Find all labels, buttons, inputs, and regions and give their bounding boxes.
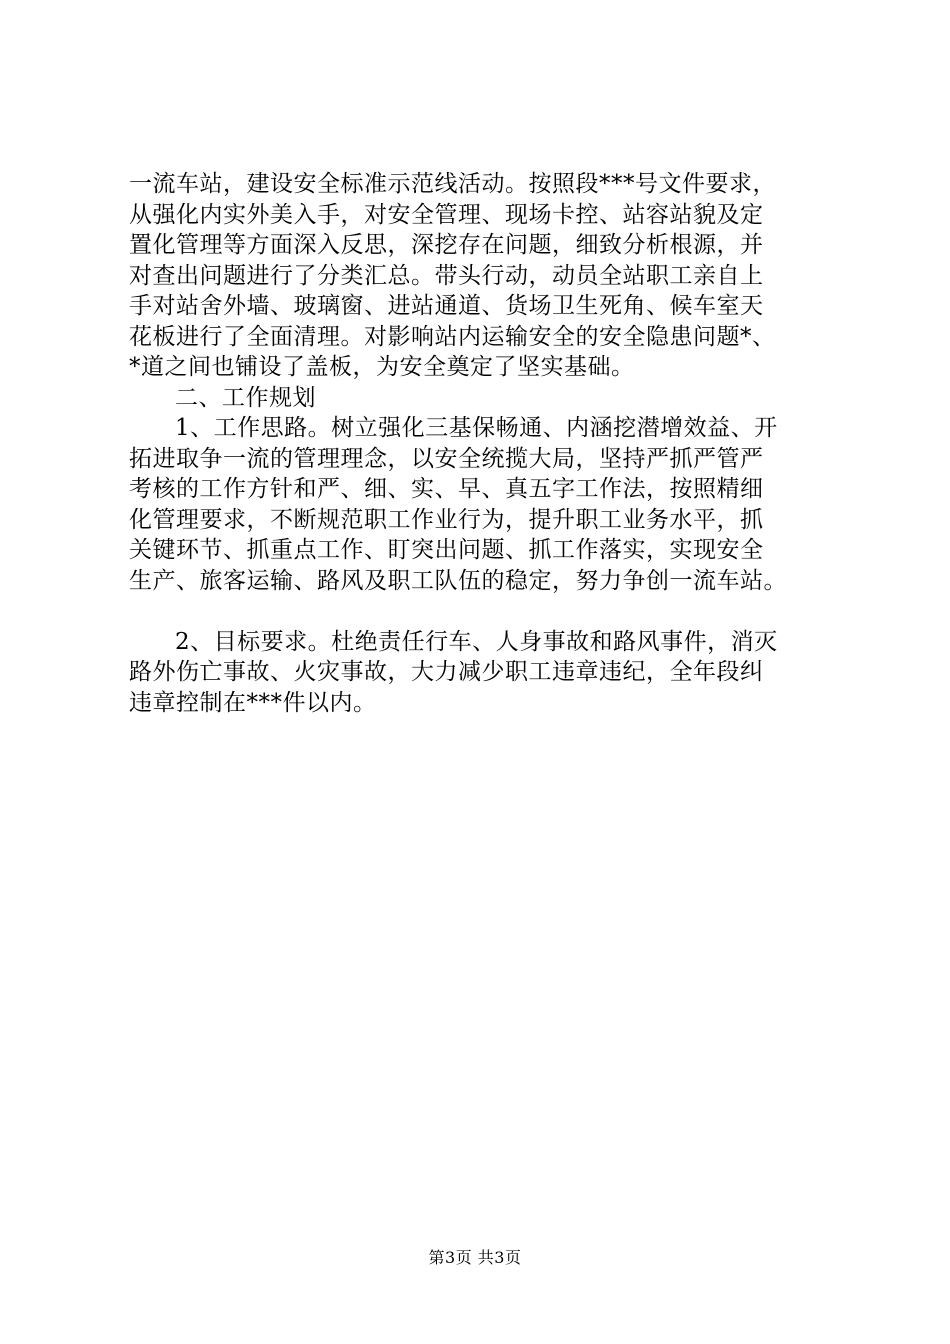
text-line: 2、目标要求。杜绝责任行车、人身事故和路风事件，消灭: [175, 628, 778, 655]
document-body: [129, 169, 859, 718]
text-line: 违章控制在***件以内。: [129, 689, 377, 716]
text-line: 置化管理等方面深入反思，深挖存在问题，细致分析根源，并: [129, 232, 764, 258]
paragraph-gap: [129, 596, 859, 627]
text-line: 路外伤亡事故、火灾事故，大力减少职工违章违纪，全年段纠: [129, 659, 764, 685]
text-line: 拓进取争一流的管理理念，以安全统揽大局，坚持严抓严管严: [129, 445, 764, 472]
text-line: *道之间也铺设了盖板，为安全奠定了坚实基础。: [129, 354, 635, 380]
page-number-footer: 第3页 共3页: [428, 1248, 522, 1267]
text-line: 手对站舍外墙、玻璃窗、进站通道、货场卫生死角、候车室天: [129, 293, 764, 319]
text-line: 从强化内实外美入手，对安全管理、现场卡控、站容站貌及定: [129, 201, 764, 228]
text-line: 生产、旅客运输、路风及职工队伍的稳定，努力争创一流车站。: [129, 567, 787, 594]
text-line: 化管理要求，不断规范职工作业行为，提升职工业务水平，抓: [129, 506, 764, 533]
text-line: 一流车站，建设安全标准示范线活动。按照段***号文件要求，: [129, 171, 776, 197]
text-line: 对查出问题进行了分类汇总。带头行动，动员全站职工亲自上: [129, 262, 764, 289]
text-line: 1、工作思路。树立强化三基保畅通、内涵挖潜增效益、开: [175, 415, 778, 441]
text-line: 花板进行了全面清理。对影响站内运输安全的安全隐患问题*、: [129, 323, 776, 350]
text-line: 关键环节、抓重点工作、盯突出问题、抓工作落实，实现安全: [129, 537, 764, 563]
section-heading: 二、工作规划: [175, 384, 316, 411]
text-line: 考核的工作方针和严、细、实、早、真五字工作法，按照精细: [129, 476, 764, 502]
